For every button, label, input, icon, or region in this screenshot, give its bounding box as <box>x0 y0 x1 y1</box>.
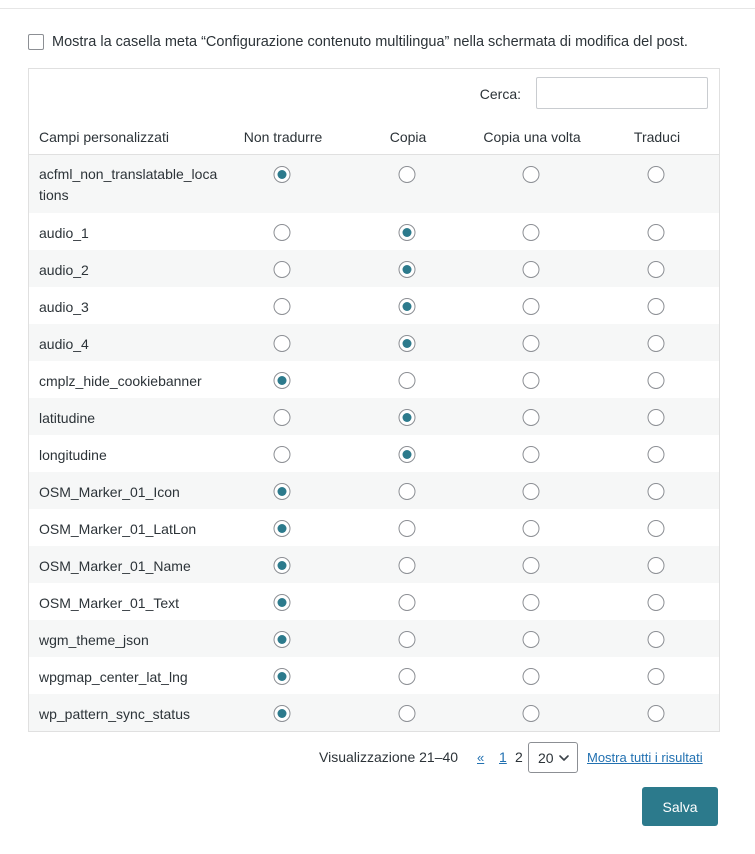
radio-copy-once[interactable] <box>523 483 540 500</box>
field-name: OSM_Marker_01_Name <box>39 558 191 574</box>
chevron-down-icon <box>558 752 570 764</box>
search-row <box>29 69 719 119</box>
column-header-translate: Traduci <box>633 129 681 145</box>
show-all-results-link[interactable]: Mostra tutti i risultati <box>587 750 703 765</box>
radio-copy[interactable] <box>399 483 416 500</box>
top-divider <box>0 8 755 9</box>
radio-copy-once[interactable] <box>523 520 540 537</box>
radio-dont-translate[interactable] <box>274 631 291 648</box>
table-row <box>29 546 719 583</box>
radio-copy[interactable] <box>399 166 416 183</box>
radio-translate[interactable] <box>648 224 665 241</box>
field-name: audio_1 <box>39 225 89 241</box>
radio-dont-translate[interactable] <box>274 594 291 611</box>
radio-dont-translate[interactable] <box>274 261 291 278</box>
field-name: wpgmap_center_lat_lng <box>39 669 188 685</box>
radio-copy-once[interactable] <box>523 446 540 463</box>
radio-dont-translate[interactable] <box>274 335 291 352</box>
table-row <box>29 583 719 620</box>
radio-copy-once[interactable] <box>523 631 540 648</box>
radio-translate[interactable] <box>648 446 665 463</box>
radio-translate[interactable] <box>648 483 665 500</box>
radio-copy-once[interactable] <box>523 705 540 722</box>
field-name: latitudine <box>39 410 96 426</box>
radio-dont-translate[interactable] <box>274 668 291 685</box>
meta-box-checkbox[interactable] <box>28 34 44 50</box>
radio-copy-once[interactable] <box>523 224 540 241</box>
table-row <box>29 435 719 472</box>
per-page-select[interactable] <box>528 742 578 773</box>
radio-copy[interactable] <box>399 446 416 463</box>
table-row <box>29 287 719 324</box>
field-name: audio_4 <box>39 336 89 352</box>
per-page-value: 20 <box>538 749 554 766</box>
radio-copy[interactable] <box>399 224 416 241</box>
radio-copy-once[interactable] <box>523 166 540 183</box>
column-header-dont-translate: Non tradurre <box>243 129 323 145</box>
radio-dont-translate[interactable] <box>274 705 291 722</box>
table-row <box>29 472 719 509</box>
radio-translate[interactable] <box>648 335 665 352</box>
column-header-fields: Campi personalizzati <box>39 129 169 145</box>
table-body <box>29 155 719 731</box>
table-row <box>29 155 719 213</box>
pagination-current-page: 2 <box>515 749 523 765</box>
radio-translate[interactable] <box>648 668 665 685</box>
radio-copy[interactable] <box>399 668 416 685</box>
radio-dont-translate[interactable] <box>274 557 291 574</box>
radio-translate[interactable] <box>648 594 665 611</box>
table-row <box>29 694 719 731</box>
radio-translate[interactable] <box>648 520 665 537</box>
radio-copy[interactable] <box>399 631 416 648</box>
table-row <box>29 361 719 398</box>
radio-dont-translate[interactable] <box>274 372 291 389</box>
radio-copy-once[interactable] <box>523 557 540 574</box>
field-name: audio_2 <box>39 262 89 278</box>
pagination-page-1-link[interactable]: 1 <box>499 749 507 765</box>
radio-dont-translate[interactable] <box>274 298 291 315</box>
table-row <box>29 250 719 287</box>
meta-box-label: Mostra la casella meta “Configurazione contenuto multilingua” nella schermata di modifica del post. <box>52 34 688 50</box>
search-label: Cerca: <box>479 86 521 102</box>
field-name: audio_3 <box>39 299 89 315</box>
table-header <box>29 119 719 155</box>
radio-copy[interactable] <box>399 298 416 315</box>
pagination-info: Visualizzazione 21–40 <box>319 749 459 765</box>
radio-translate[interactable] <box>648 372 665 389</box>
table-row <box>29 398 719 435</box>
radio-dont-translate[interactable] <box>274 224 291 241</box>
table-row <box>29 657 719 694</box>
radio-copy[interactable] <box>399 594 416 611</box>
radio-copy-once[interactable] <box>523 372 540 389</box>
field-name: acfml_non_translatable_locations <box>39 166 218 203</box>
radio-translate[interactable] <box>648 409 665 426</box>
pagination-prev-link[interactable]: « <box>477 750 485 765</box>
radio-dont-translate[interactable] <box>274 520 291 537</box>
radio-copy[interactable] <box>399 335 416 352</box>
meta-box-option[interactable] <box>28 33 688 51</box>
radio-dont-translate[interactable] <box>274 446 291 463</box>
radio-copy[interactable] <box>399 705 416 722</box>
radio-translate[interactable] <box>648 166 665 183</box>
radio-copy-once[interactable] <box>523 335 540 352</box>
save-button[interactable]: Salva <box>642 787 718 826</box>
radio-translate[interactable] <box>648 557 665 574</box>
table-row <box>29 324 719 361</box>
radio-dont-translate[interactable] <box>274 483 291 500</box>
radio-copy[interactable] <box>399 557 416 574</box>
radio-translate[interactable] <box>648 298 665 315</box>
table-row <box>29 213 719 250</box>
field-name: cmplz_hide_cookiebanner <box>39 373 202 389</box>
radio-translate[interactable] <box>648 631 665 648</box>
radio-copy[interactable] <box>399 261 416 278</box>
search-input[interactable] <box>536 77 708 109</box>
field-name: OSM_Marker_01_Icon <box>39 484 180 500</box>
radio-dont-translate[interactable] <box>274 409 291 426</box>
radio-dont-translate[interactable] <box>274 166 291 183</box>
column-header-copy-once: Copia una volta <box>483 129 581 145</box>
field-name: OSM_Marker_01_LatLon <box>39 521 197 537</box>
radio-translate[interactable] <box>648 705 665 722</box>
radio-copy-once[interactable] <box>523 409 540 426</box>
radio-copy[interactable] <box>399 520 416 537</box>
radio-copy[interactable] <box>399 409 416 426</box>
field-name: wgm_theme_json <box>39 632 149 648</box>
field-name: wp_pattern_sync_status <box>39 706 190 722</box>
table-row <box>29 509 719 546</box>
radio-copy-once[interactable] <box>523 261 540 278</box>
radio-copy-once[interactable] <box>523 298 540 315</box>
radio-copy-once[interactable] <box>523 668 540 685</box>
radio-copy[interactable] <box>399 372 416 389</box>
radio-translate[interactable] <box>648 261 665 278</box>
custom-fields-panel <box>28 68 720 732</box>
table-row <box>29 620 719 657</box>
field-name: longitudine <box>39 447 107 463</box>
radio-copy-once[interactable] <box>523 594 540 611</box>
pagination <box>0 742 755 774</box>
column-header-copy: Copia <box>389 129 427 145</box>
field-name: OSM_Marker_01_Text <box>39 595 180 611</box>
custom-fields-table <box>29 119 719 731</box>
